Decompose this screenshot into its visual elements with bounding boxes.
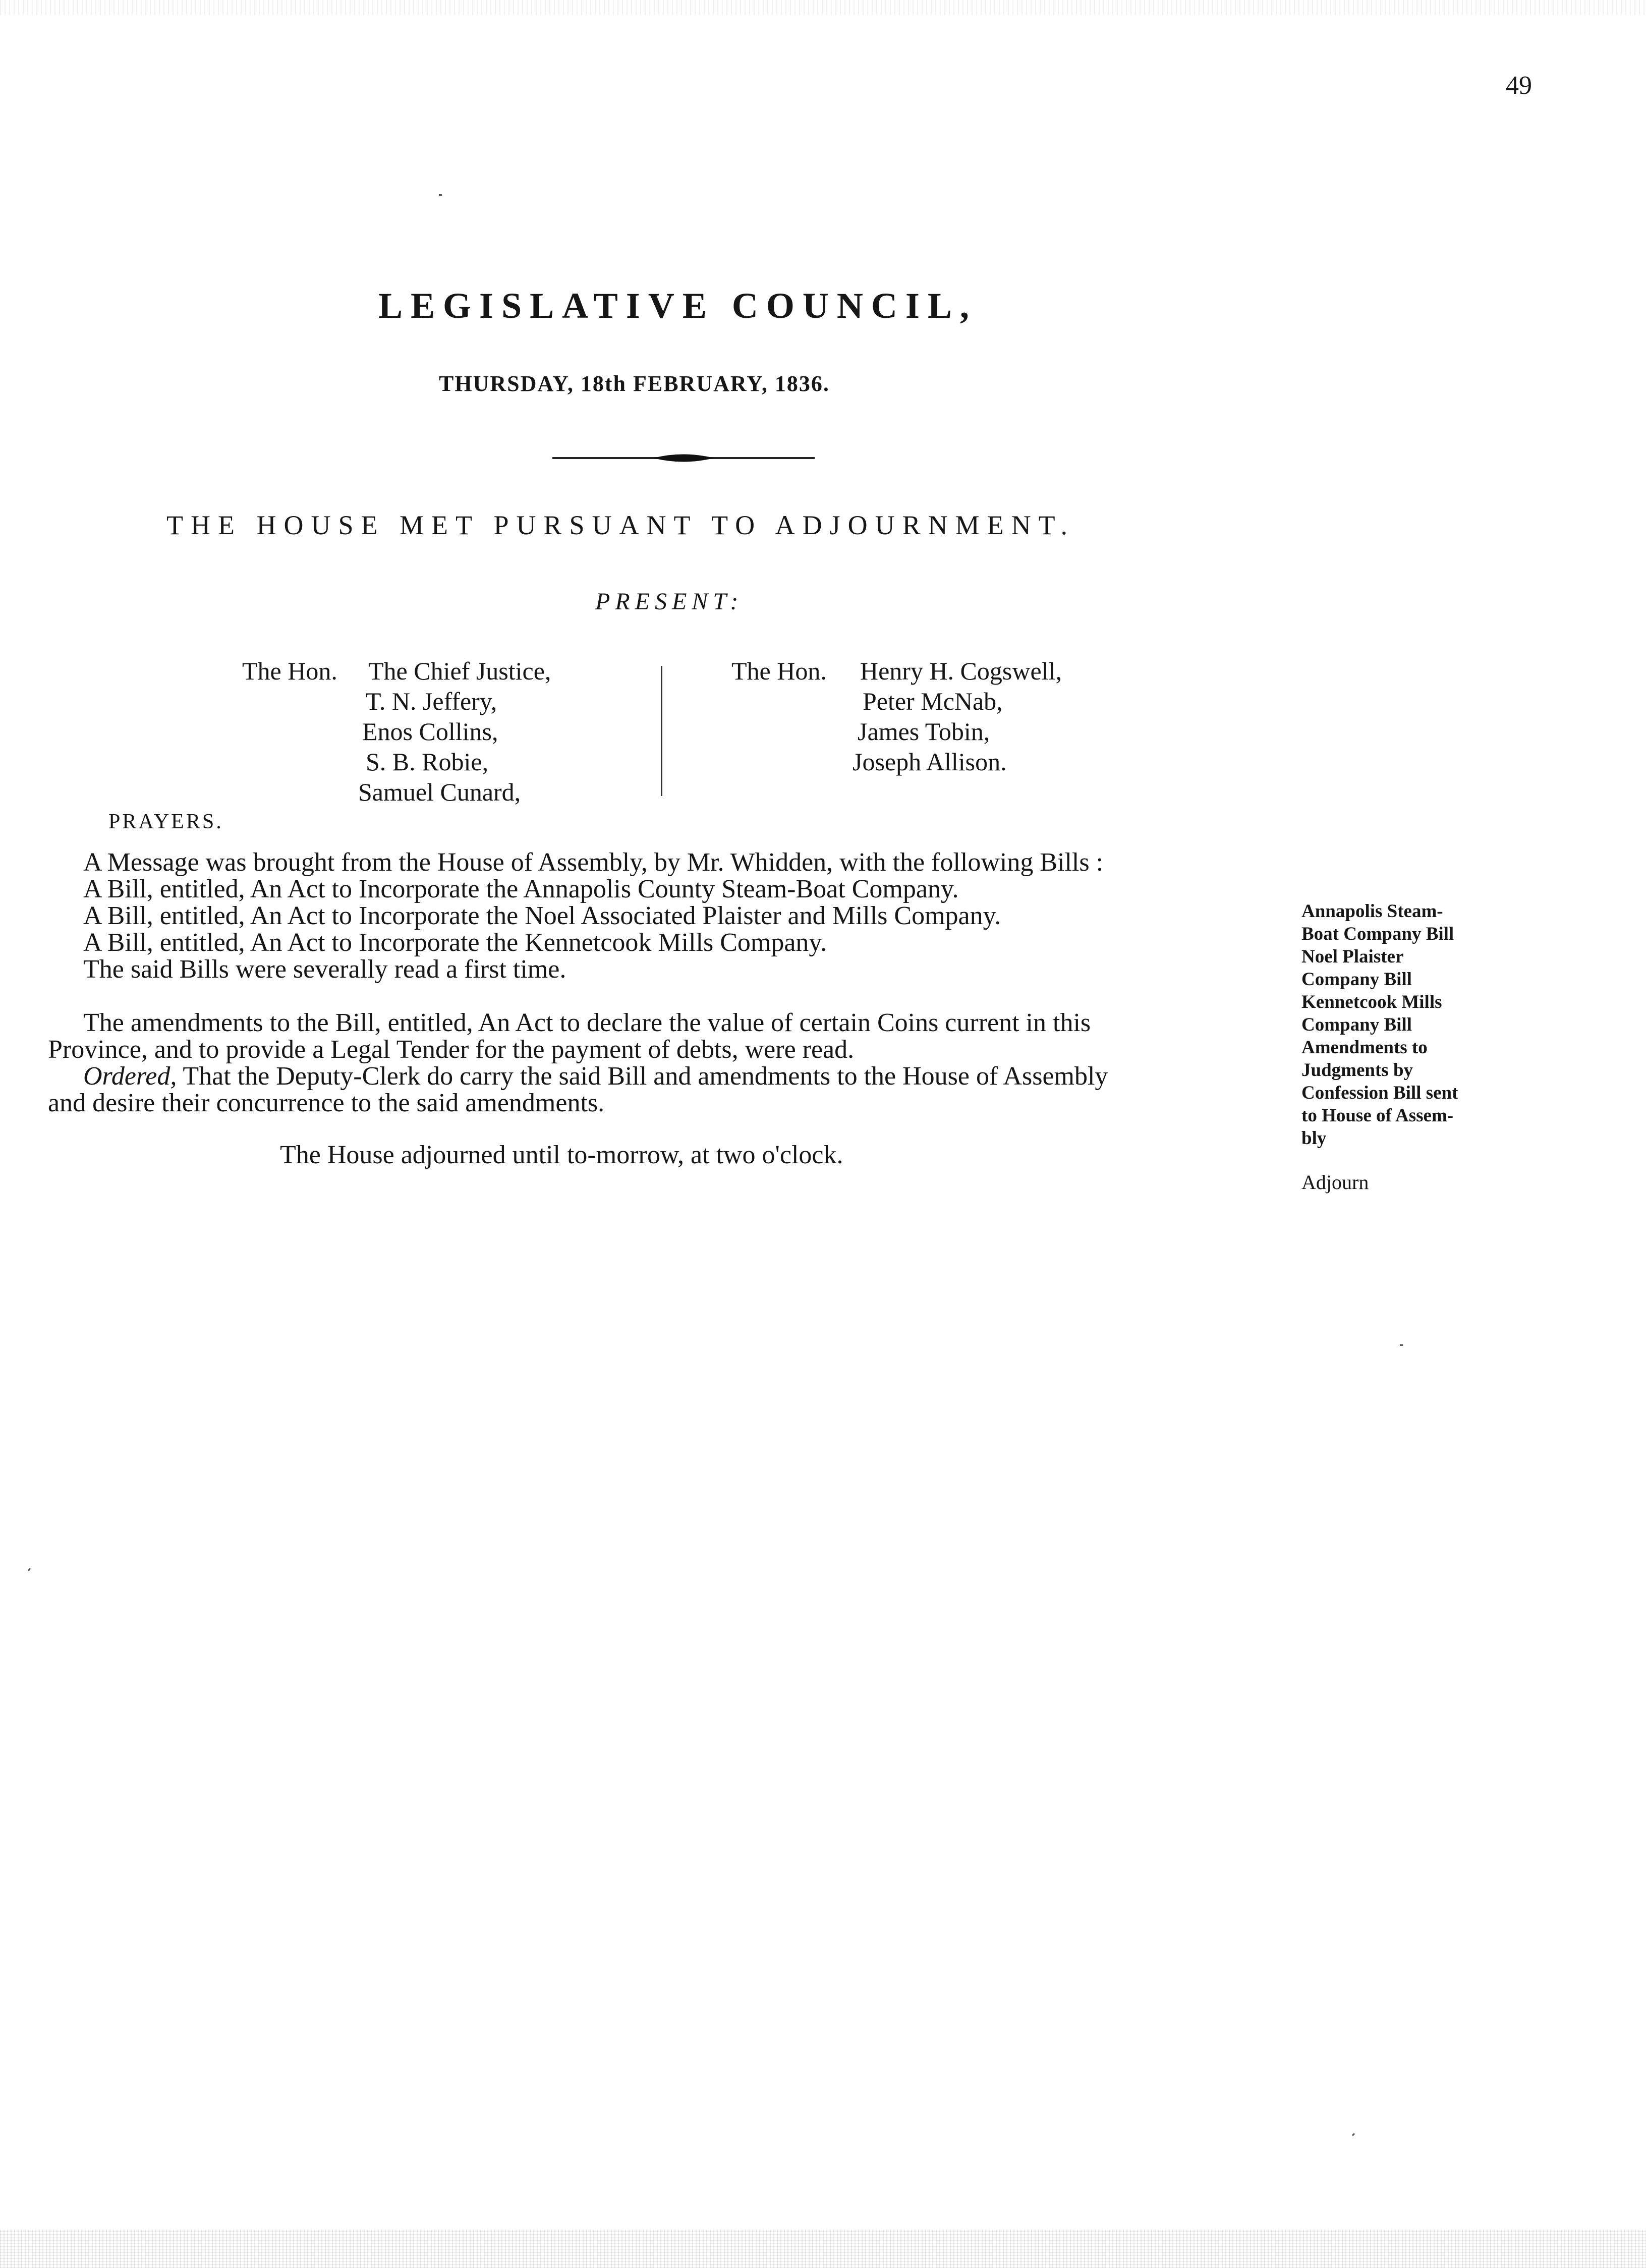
body-line: [83, 1061, 1108, 1091]
body-line: A Bill, entitled, An Act to Incorporate the Noel Associated Plaister and Mills Company.: [83, 901, 1001, 930]
page-title: LEGISLATIVE COUNCIL,: [378, 286, 977, 326]
body-line: A Bill, entitled, An Act to Incorporate the Kennetcook Mills Company.: [83, 928, 827, 957]
body-line: and desire their concurrence to the said amendments.: [48, 1089, 605, 1117]
member-right-4: Joseph Allison.: [853, 748, 1007, 776]
margin-note: Company Bill: [1301, 969, 1412, 990]
scan-speck: [439, 194, 442, 196]
body-line: A Message was brought from the House of Assembly, by Mr. Whidden, with the following Bills :: [83, 848, 1104, 877]
margin-note: to House of Assem-: [1301, 1105, 1454, 1126]
body-line: The amendments to the Bill, entitled, An Act to declare the value of certain Coins current in this: [83, 1008, 1091, 1037]
prayers-label: PRAYERS.: [108, 810, 223, 833]
member-right-2: Peter McNab,: [863, 687, 1003, 715]
body-line: A Bill, entitled, An Act to Incorporate the Annapolis County Steam-Boat Company.: [83, 875, 959, 903]
margin-note: Boat Company Bill: [1301, 924, 1454, 944]
scan-noise-bottom: [0, 2230, 1646, 2268]
right-prefix: The Hon.: [731, 657, 827, 685]
ornament-divider: [552, 451, 815, 465]
ordered-label: Ordered,: [83, 1062, 177, 1091]
ordered-text: That the Deputy-Clerk do carry the said Bill and amendments to the House of Assembly: [177, 1062, 1108, 1091]
scan-speck: [1400, 1344, 1403, 1346]
member-left-1: The Chief Justice,: [368, 657, 551, 685]
margin-note: Kennetcook Mills: [1301, 992, 1442, 1012]
margin-note: Noel Plaister: [1301, 946, 1404, 967]
member-left-5: Samuel Cunard,: [358, 778, 521, 806]
left-prefix: The Hon.: [242, 657, 337, 685]
margin-note-adjourn: Adjourn: [1301, 1171, 1369, 1194]
scan-speck: [1352, 2133, 1355, 2136]
margin-note: Confession Bill sent: [1301, 1083, 1458, 1103]
member-left-4: S. B. Robie,: [366, 748, 489, 776]
scan-noise-top: [0, 0, 1646, 15]
scan-speck: [28, 1568, 31, 1571]
body-line: Province, and to provide a Legal Tender for the payment of debts, were read.: [48, 1035, 855, 1064]
margin-note: Annapolis Steam-: [1301, 901, 1443, 922]
page-number: 49: [1506, 71, 1532, 100]
margin-note: Judgments by: [1301, 1060, 1413, 1081]
member-right-3: James Tobin,: [858, 717, 990, 746]
member-left-2: T. N. Jeffery,: [366, 687, 497, 715]
date-line: THURSDAY, 18th FEBRUARY, 1836.: [439, 371, 830, 396]
body-line: The said Bills were severally read a first time.: [83, 955, 566, 984]
member-right-1: Henry H. Cogswell,: [860, 657, 1062, 685]
session-heading: THE HOUSE MET PURSUANT TO ADJOURNMENT.: [166, 510, 1075, 540]
margin-note: Amendments to: [1301, 1037, 1428, 1058]
present-label: PRESENT:: [595, 588, 744, 615]
adjourn-line: The House adjourned until to-morrow, at two o'clock.: [280, 1141, 843, 1169]
margin-note: Company Bill: [1301, 1014, 1412, 1035]
margin-note: bly: [1301, 1128, 1327, 1149]
column-divider: [661, 666, 662, 796]
member-left-3: Enos Collins,: [362, 717, 498, 746]
